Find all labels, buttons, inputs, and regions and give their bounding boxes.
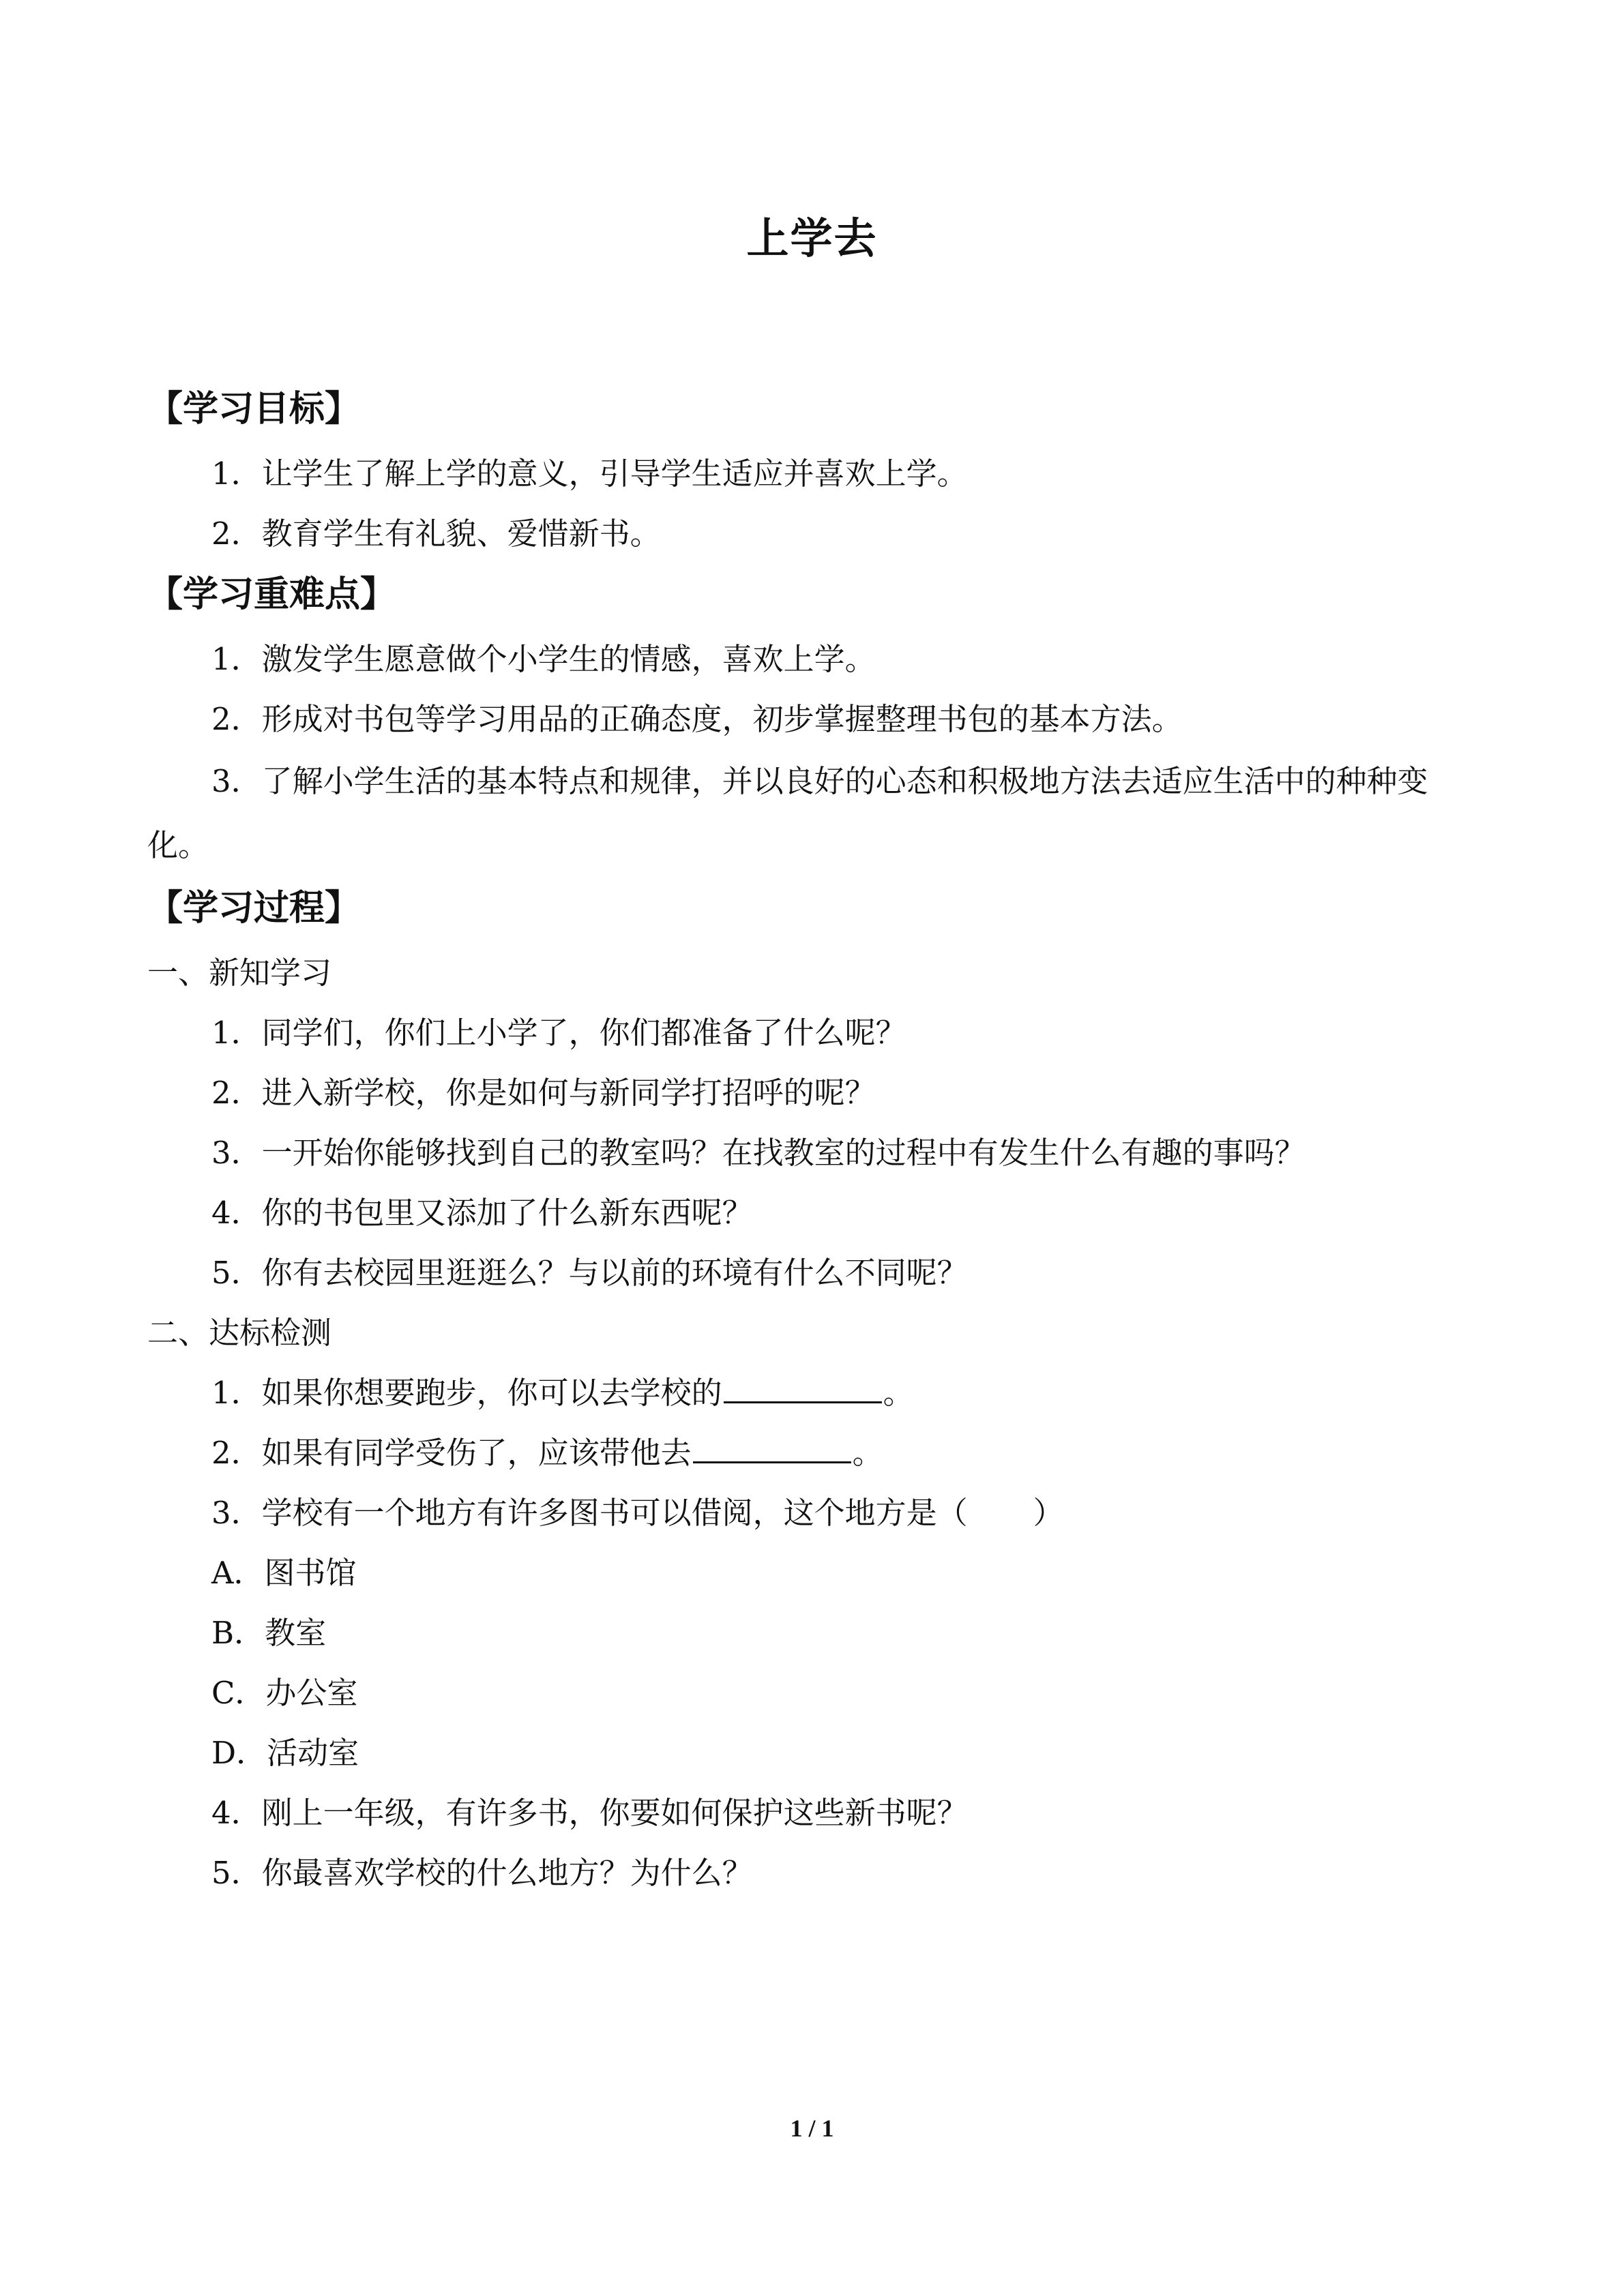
section-heading-goals: 【学习目标】 xyxy=(147,389,361,430)
key-point-item: 3．了解小学生活的基本特点和规律，并以良好的心态和积极地方法去适应生活中的种种变化。 xyxy=(147,763,1428,863)
answer-blank xyxy=(693,1434,851,1463)
question-item: 4．刚上一年级，有许多书，你要如何保护这些新书呢？ xyxy=(211,1795,968,1831)
option-a: A．图书馆 xyxy=(211,1555,357,1591)
page-number: 1 / 1 xyxy=(790,2115,834,2142)
question-text-end: 。 xyxy=(852,1435,883,1471)
option-c: C．办公室 xyxy=(211,1675,358,1711)
part-label-assessment: 二、达标检测 xyxy=(147,1315,332,1351)
key-point-item: 1．激发学生愿意做个小学生的情感，喜欢上学。 xyxy=(211,641,876,677)
goal-item: 1．让学生了解上学的意义，引导学生适应并喜欢上学。 xyxy=(211,456,968,492)
question-text: 2．如果有同学受伤了，应该带他去 xyxy=(211,1435,692,1471)
fill-question-2 xyxy=(147,1423,1477,1483)
choice-question-3 xyxy=(147,1483,1477,1543)
question-item: 1．同学们，你们上小学了，你们都准备了什么呢？ xyxy=(211,1015,906,1051)
question-text-end: ） xyxy=(1033,1495,1064,1531)
section-heading-process: 【学习过程】 xyxy=(147,888,361,929)
part-label-new-knowledge: 一、新知学习 xyxy=(147,955,332,991)
goal-item: 2．教育学生有礼貌、爱惜新书。 xyxy=(211,516,661,552)
question-item: 2．进入新学校，你是如何与新同学打招呼的呢？ xyxy=(211,1075,876,1111)
question-text: 3．学校有一个地方有许多图书可以借阅，这个地方是（ xyxy=(211,1495,968,1531)
answer-blank xyxy=(724,1374,882,1403)
question-text: 1．如果你想要跑步，你可以去学校的 xyxy=(211,1375,722,1411)
option-b: B．教室 xyxy=(211,1615,327,1651)
question-item: 3．一开始你能够找到自己的教室吗？在找教室的过程中有发生什么有趣的事吗？ xyxy=(211,1135,1305,1171)
page-title: 上学去 xyxy=(746,213,878,263)
question-item: 4．你的书包里又添加了什么新东西呢？ xyxy=(211,1195,753,1231)
key-point-item: 2．形成对书包等学习用品的正确态度，初步掌握整理书包的基本方法。 xyxy=(211,701,1183,737)
document-body xyxy=(147,378,1477,1903)
question-item: 5．你最喜欢学校的什么地方？为什么？ xyxy=(211,1855,753,1891)
question-item: 5．你有去校园里逛逛么？与以前的环境有什么不同呢？ xyxy=(211,1255,968,1291)
option-d: D．活动室 xyxy=(211,1735,359,1771)
question-text-end: 。 xyxy=(883,1375,914,1411)
fill-question-1 xyxy=(147,1363,1477,1423)
section-heading-key-points: 【学习重难点】 xyxy=(147,574,396,615)
